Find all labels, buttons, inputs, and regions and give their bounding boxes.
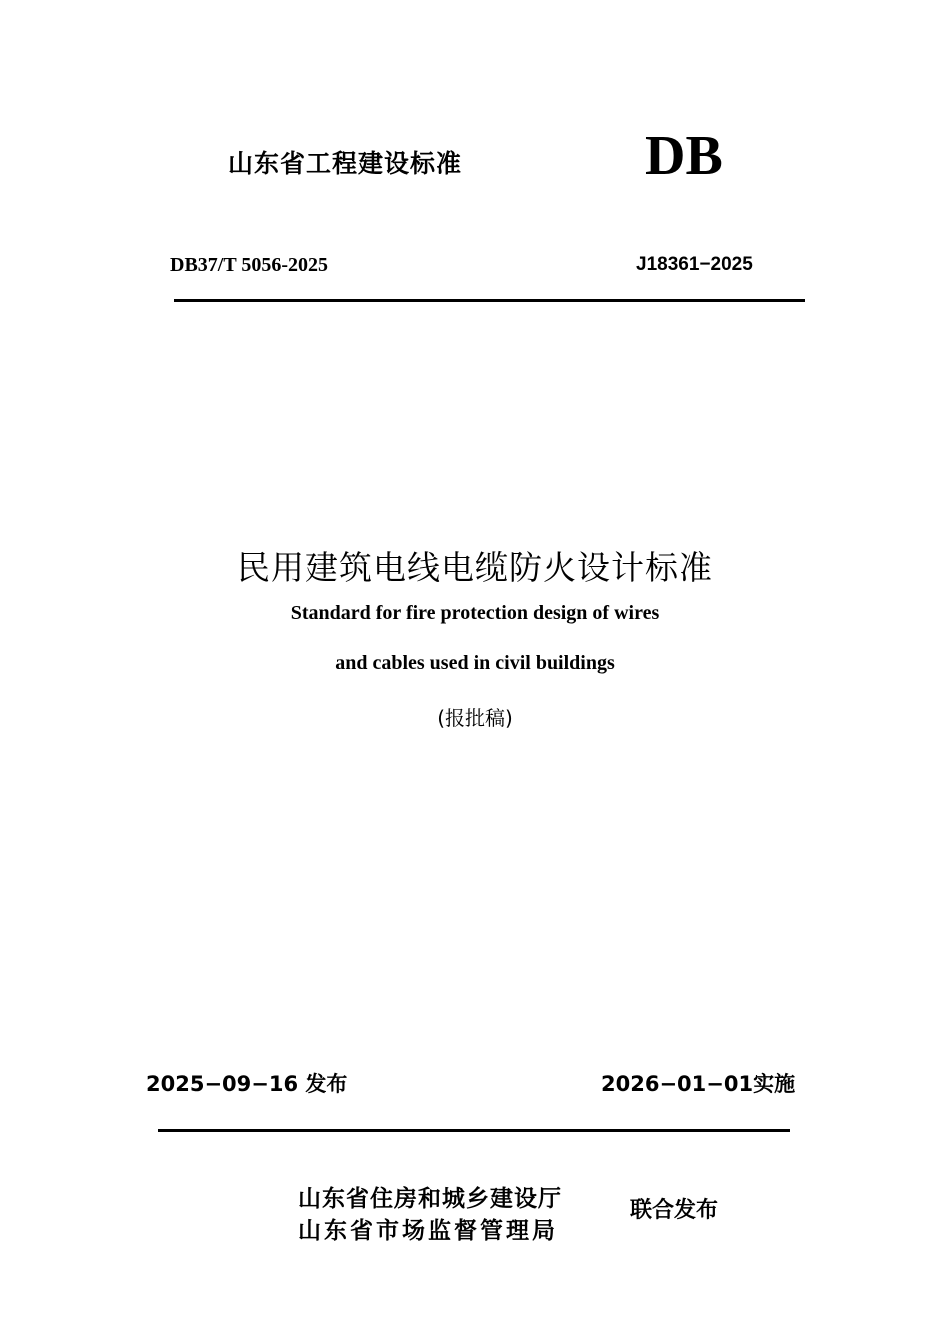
issuer-housing-department: 山东省住房和城乡建设厅 xyxy=(298,1186,562,1212)
record-number: J18361−2025 xyxy=(636,254,753,275)
standard-category: 山东省工程建设标准 xyxy=(228,149,463,178)
issuer-market-regulation: 山东省市场监督管理局 xyxy=(298,1218,558,1244)
draft-note: (报批稿) xyxy=(437,706,513,730)
title-english-line1: Standard for fire protection design of wires xyxy=(290,602,660,624)
joint-release-label: 联合发布 xyxy=(630,1198,719,1223)
top-divider xyxy=(174,299,805,302)
bottom-divider xyxy=(158,1129,790,1132)
title-chinese: 民用建筑电线电缆防火设计标准 xyxy=(237,548,713,587)
effective-date: 2026−01−01实施 xyxy=(601,1072,796,1096)
issue-date: 2025−09−16 发布 xyxy=(146,1072,348,1096)
db-mark: DB xyxy=(645,125,723,187)
standard-number: DB37/T 5056-2025 xyxy=(170,254,328,276)
title-english-line2: and cables used in civil buildings xyxy=(335,652,615,674)
